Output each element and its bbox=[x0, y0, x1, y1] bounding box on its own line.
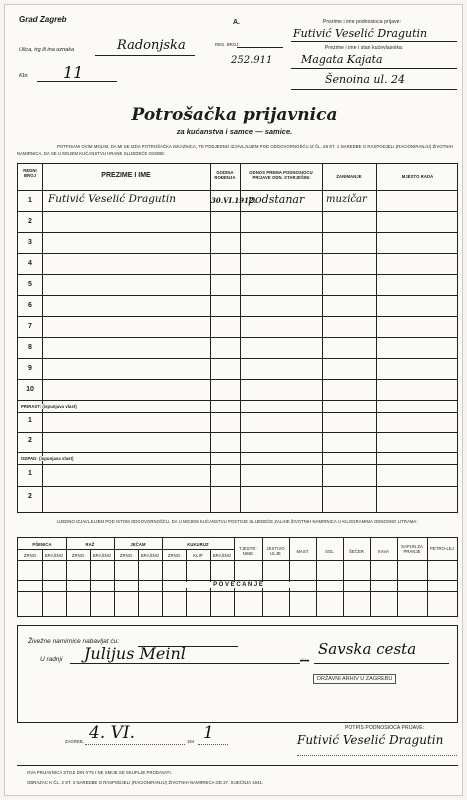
row-divider bbox=[18, 379, 457, 380]
owner-name: Magata Kajata bbox=[301, 53, 383, 66]
signature-underline bbox=[297, 755, 457, 756]
grain-header: JEČAM bbox=[130, 542, 146, 547]
grain-subheader: BRAŠNO bbox=[92, 553, 112, 558]
supply-header: TJESTE-NINE bbox=[239, 546, 257, 556]
col-header-occupation: ZANIMANJE bbox=[336, 174, 362, 179]
row-divider bbox=[18, 337, 457, 338]
grain-subheader: BRAŠNO bbox=[140, 553, 160, 558]
row-divider bbox=[18, 232, 457, 233]
grain-header: KUKURUZ bbox=[187, 542, 209, 547]
col-divider bbox=[66, 538, 67, 616]
grain-subheader: ZRNO bbox=[23, 553, 37, 558]
increase-row-label: P O V E Ć A N J E bbox=[168, 582, 308, 588]
row-divider bbox=[18, 452, 457, 453]
col-divider bbox=[427, 538, 428, 616]
col-divider bbox=[397, 538, 398, 616]
applicant-label: Prezime i ime podnosioca prijave: bbox=[323, 19, 402, 25]
street-value: Radonjska bbox=[117, 38, 186, 53]
signature-value: Futivić Veselić Dragutin bbox=[297, 733, 444, 747]
registration-form bbox=[4, 4, 463, 796]
persons-table bbox=[17, 163, 458, 513]
row1-occupation: muzičar bbox=[326, 194, 367, 205]
regulation-note: OBRAZAC K ČL. 2 ST. 3 NAREDBE O RASPODJELI (RACIONIRANJU) ŽIVOTNIH NAMIRNICA OD 27. SIJEČNJA 1941. bbox=[27, 780, 264, 785]
purchase-box bbox=[17, 625, 458, 723]
col-header-workplace: MJESTO RADA bbox=[401, 174, 434, 179]
applicant-underline bbox=[291, 41, 457, 42]
year-underline bbox=[198, 744, 228, 745]
supply-header: KAVA bbox=[378, 549, 389, 554]
row-number: 8 bbox=[28, 344, 32, 351]
row-divider bbox=[18, 464, 457, 465]
supply-header: SAPUN ZA PRANJE bbox=[401, 544, 423, 554]
col-header-name: PREZIME I IME bbox=[101, 172, 151, 179]
row-divider bbox=[18, 274, 457, 275]
house-number-value: 11 bbox=[63, 63, 84, 82]
col-divider bbox=[322, 164, 323, 512]
owner-label: Prezime i ime i stan kućevlasnika: bbox=[325, 45, 404, 51]
reg-number-underline bbox=[237, 47, 283, 48]
street-underline bbox=[314, 663, 449, 664]
owner-address: Šenoina ul. 24 bbox=[325, 73, 406, 86]
form-letter: A. bbox=[233, 19, 240, 26]
row-divider bbox=[18, 253, 457, 254]
form-subtitle: za kućanstva i samce — samice. bbox=[176, 127, 293, 136]
supplies-row-divider bbox=[18, 591, 457, 592]
owner-address-underline bbox=[291, 89, 457, 90]
grain-subheader: BRAŠNO bbox=[44, 553, 64, 558]
shop-name: Julijus Meinl bbox=[84, 644, 186, 663]
row1-name: Futivić Veselić Dragutin bbox=[48, 193, 177, 205]
year-value: 1 bbox=[203, 723, 214, 743]
purchase-label: Živežne namirnice nabavljat ću: bbox=[28, 638, 120, 645]
supplies-header-divider bbox=[18, 560, 457, 561]
col-divider bbox=[234, 538, 235, 616]
row-divider bbox=[18, 358, 457, 359]
col-divider bbox=[210, 164, 211, 512]
street-label: Ulica, trg ili ina oznaka bbox=[19, 47, 75, 53]
supply-header: ŠEĆER bbox=[349, 549, 364, 554]
street-underline bbox=[95, 55, 195, 56]
row-divider bbox=[18, 486, 457, 487]
col-divider bbox=[240, 164, 241, 512]
shop-label: U radnji bbox=[40, 656, 63, 663]
row-divider bbox=[18, 211, 457, 212]
row-number: 10 bbox=[26, 386, 34, 393]
supply-header: SOL bbox=[325, 549, 334, 554]
row-number: 2 bbox=[28, 218, 32, 225]
decrease-label: ODPAD: (ispunjava vlast) bbox=[21, 456, 74, 461]
col-divider bbox=[370, 538, 371, 616]
row-divider bbox=[18, 316, 457, 317]
grain-subheader: KLIP bbox=[193, 553, 203, 558]
city-label: Grad Zagreb bbox=[19, 15, 67, 24]
price-note: OVA PRIJAVNICA STOJI DIN 0'75 I NE SMIJE SE SKUPLJE PRODAVATI. bbox=[27, 770, 172, 775]
form-title: Potrošačka prijavnica bbox=[131, 105, 338, 125]
archive-stamp: DRŽAVNI ARHIV U ZAGREBU bbox=[313, 674, 396, 684]
date-underline bbox=[85, 744, 185, 745]
grain-header: PŠENICA bbox=[32, 542, 52, 547]
grain-subheader: ZRNO bbox=[71, 553, 85, 558]
supplies-table bbox=[17, 537, 458, 617]
shop-street: Savska cesta bbox=[318, 640, 417, 658]
house-number-label: Kbr. bbox=[19, 73, 29, 79]
row-number: 1 bbox=[28, 417, 32, 424]
row-divider bbox=[18, 412, 457, 413]
street-type-label: ulica bbox=[300, 658, 310, 663]
grain-header: RAŽ bbox=[85, 542, 95, 547]
supply-header: JESTIVO ULJE bbox=[266, 546, 285, 556]
col-divider bbox=[376, 164, 377, 512]
grain-subheader: ZRNO bbox=[119, 553, 133, 558]
signature-label: POTPIS PODNOSIOCA PRIJAVE: bbox=[345, 725, 425, 731]
row-number: 7 bbox=[28, 323, 32, 330]
shop-underline bbox=[70, 663, 300, 664]
header-divider bbox=[18, 190, 457, 191]
row-divider bbox=[18, 400, 457, 401]
grain-subheader: ZRNO bbox=[167, 553, 181, 558]
owner-underline bbox=[291, 68, 457, 69]
col-divider bbox=[114, 538, 115, 616]
col-divider bbox=[289, 538, 290, 616]
col-divider bbox=[316, 538, 317, 616]
row-divider bbox=[18, 432, 457, 433]
row-divider bbox=[18, 295, 457, 296]
reg-number-label: REG. BROJ: bbox=[215, 42, 240, 47]
row-number: 5 bbox=[28, 281, 32, 288]
row1-relation: podstanar bbox=[248, 193, 305, 206]
col-divider bbox=[262, 538, 263, 616]
col-divider bbox=[162, 538, 163, 616]
row-number: 4 bbox=[28, 260, 32, 267]
supplies-text: UJEDNO IZJAVLJUJEM POD ISTOM ODGOVORNOŠĆU, DA U MOJEM KUĆANSTVU POSTOJE SLIJEDEĆE ZALIHE ŽIVOTNIH NAMIRNICA U KILOGRAMIMA ODNOSNO LITRAMA: bbox=[57, 519, 418, 524]
row1-birth-year: 30.VI.1912. bbox=[211, 196, 257, 205]
row-number: 2 bbox=[28, 493, 32, 500]
row-number: 9 bbox=[28, 365, 32, 372]
row-number: 6 bbox=[28, 302, 32, 309]
col-header-number: REDNI BROJ bbox=[23, 168, 37, 178]
row-number: 1 bbox=[28, 197, 32, 204]
row-number: 1 bbox=[28, 470, 32, 477]
col-header-year: GODINA ROĐENJA bbox=[214, 170, 236, 180]
supplies-row-divider bbox=[18, 580, 457, 581]
grain-subheader-divider bbox=[18, 549, 234, 550]
supply-header: MAST bbox=[296, 549, 309, 554]
row-number: 3 bbox=[28, 239, 32, 246]
footer-divider bbox=[17, 765, 458, 766]
increase-label: PRIRAST: (ispunjava vlast) bbox=[21, 404, 77, 409]
applicant-name: Futivić Veselić Dragutin bbox=[293, 27, 428, 40]
col-header-relation: ODNOS PREMA PODNOSIOCU PRIJAVE ODN. STARJEŠINI bbox=[249, 170, 313, 180]
intro-text: POTPISANI OVIM MOLIM, DA MI SE IZDA POTROŠAČKA ISKAZNICA, TE PODJEDNO IZJAVLJUJEM POD ODGOVORNOŠĆU IZ ČL. 28 ST. 1 NAREDBE O RASPODJELI (RACIONIRANJU) ŽIVOTNIH NAMIRNICA, DA SE U MOJEM KUĆANSTVU HRANE SLIJEDEĆE OSOBE: bbox=[17, 144, 453, 156]
place-label: ZAGREB, bbox=[65, 739, 85, 744]
reg-number-value: 252.911 bbox=[231, 55, 273, 66]
grain-subheader: BRAŠNO bbox=[212, 553, 232, 558]
date-value: 4. VI. bbox=[89, 723, 136, 743]
row-number: 2 bbox=[28, 437, 32, 444]
supply-header: PETRO-LEJ bbox=[430, 546, 454, 551]
year-prefix: 194 bbox=[187, 739, 195, 744]
col-divider bbox=[343, 538, 344, 616]
